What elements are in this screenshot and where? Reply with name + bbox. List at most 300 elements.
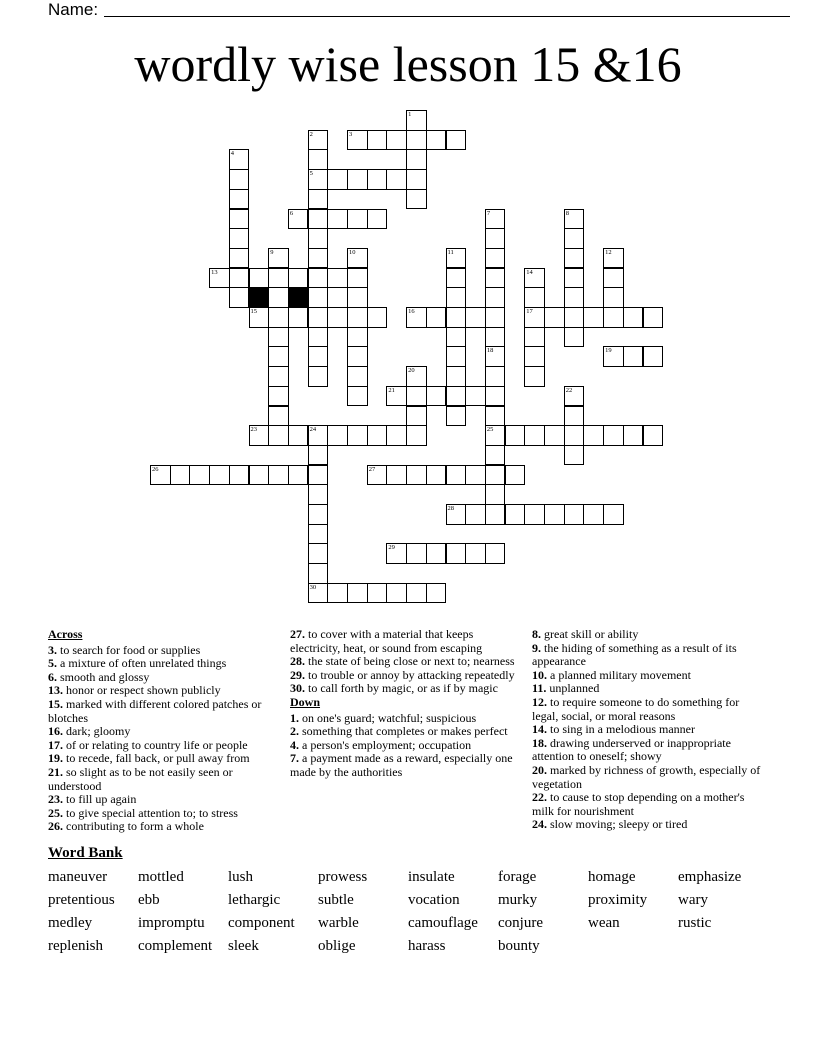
grid-cell[interactable] [603, 346, 624, 367]
clue-number: 16. [48, 724, 63, 739]
clue-item [48, 644, 280, 658]
clue-item [48, 793, 280, 807]
grid-cell[interactable] [406, 110, 427, 131]
grid-cell[interactable] [524, 346, 545, 367]
grid-cell[interactable] [603, 248, 624, 269]
grid-cell[interactable] [327, 583, 348, 604]
clue-text: a planned military movement [547, 667, 691, 682]
word-bank [48, 868, 768, 955]
clue-text: the state of being close or next to; nearness [305, 654, 515, 669]
grid-cell[interactable] [524, 366, 545, 387]
grid-cell[interactable] [308, 149, 329, 170]
grid-cell[interactable] [485, 386, 506, 407]
grid-cell[interactable] [229, 149, 250, 170]
grid-cell[interactable] [623, 425, 644, 446]
grid-cell[interactable] [308, 563, 329, 584]
grid-cell[interactable] [406, 543, 427, 564]
grid-cell[interactable] [367, 583, 388, 604]
grid-cell[interactable] [308, 287, 329, 308]
clue-item [290, 739, 522, 753]
grid-cell[interactable] [268, 366, 289, 387]
grid-cell[interactable] [386, 169, 407, 190]
grid-cell[interactable] [643, 425, 664, 446]
grid-cell[interactable] [446, 268, 467, 289]
grid-cell[interactable] [209, 465, 230, 486]
clue-number: 15. [48, 696, 63, 711]
clue-item [290, 628, 522, 655]
grid-cell[interactable] [249, 307, 270, 328]
grid-cell[interactable] [485, 228, 506, 249]
clue-number: 6. [48, 669, 57, 684]
cell-number: 10 [349, 248, 356, 256]
grid-cell[interactable] [446, 543, 467, 564]
clue-number: 4. [290, 737, 299, 752]
grid-cell[interactable] [406, 189, 427, 210]
clue-text: unplanned [546, 681, 600, 696]
grid-cell[interactable] [465, 465, 486, 486]
grid-cell[interactable] [564, 287, 585, 308]
grid-cell[interactable] [564, 386, 585, 407]
word-bank-item: vocation [408, 892, 460, 908]
grid-cell[interactable] [583, 425, 604, 446]
grid-cell[interactable] [465, 386, 486, 407]
grid-cell[interactable] [505, 465, 526, 486]
clue-text: to cover with a material that keeps electricity, heat, or sound from escaping [290, 627, 483, 655]
word-bank-item: medley [48, 915, 93, 931]
grid-cell[interactable] [347, 583, 368, 604]
grid-cell[interactable] [268, 425, 289, 446]
clue-number: 20. [532, 762, 547, 777]
word-bank-item: sleek [228, 938, 259, 954]
grid-cell[interactable] [347, 287, 368, 308]
grid-cell[interactable] [603, 268, 624, 289]
clue-text: contributing to form a whole [63, 819, 204, 834]
grid-cell[interactable] [308, 248, 329, 269]
clue-item [48, 698, 280, 725]
grid-cell[interactable] [308, 327, 329, 348]
grid-cell[interactable] [446, 465, 467, 486]
clue-item [48, 657, 280, 671]
grid-cell[interactable] [189, 465, 210, 486]
grid-cell[interactable] [249, 268, 270, 289]
grid-cell[interactable] [327, 425, 348, 446]
clue-text: to fill up again [63, 792, 137, 807]
grid-cell[interactable] [406, 406, 427, 427]
cell-number: 29 [388, 544, 395, 552]
grid-cell[interactable] [367, 169, 388, 190]
word-bank-item: harass [408, 938, 446, 954]
clue-item [48, 684, 280, 698]
grid-cell[interactable] [327, 169, 348, 190]
grid-cell[interactable] [150, 465, 171, 486]
grid-cell[interactable] [268, 465, 289, 486]
cell-number: 11 [447, 248, 454, 256]
grid-cell[interactable] [209, 268, 230, 289]
grid-cell[interactable] [327, 209, 348, 230]
grid-cell[interactable] [308, 268, 329, 289]
grid-cell[interactable] [347, 386, 368, 407]
grid-cell[interactable] [288, 425, 309, 446]
clue-item [48, 739, 280, 753]
cell-number: 3 [349, 130, 353, 138]
grid-cell[interactable] [367, 130, 388, 151]
clue-item [290, 712, 522, 726]
clue-item [290, 725, 522, 739]
clue-number: 27. [290, 627, 305, 641]
grid-cell[interactable] [308, 169, 329, 190]
grid-cell[interactable] [524, 327, 545, 348]
grid-cell[interactable] [544, 425, 565, 446]
grid-cell[interactable] [308, 484, 329, 505]
grid-cell[interactable] [308, 346, 329, 367]
across-heading: Across [48, 627, 83, 641]
grid-cell[interactable] [446, 366, 467, 387]
page-title: wordly wise lesson 15 &16 [134, 36, 682, 92]
grid-cell[interactable] [485, 406, 506, 427]
grid-cell[interactable] [308, 445, 329, 466]
grid-cell[interactable] [544, 504, 565, 525]
grid-cell[interactable] [229, 248, 250, 269]
word-bank-item: murky [498, 892, 538, 908]
grid-cell[interactable] [347, 425, 368, 446]
grid-cell[interactable] [446, 307, 467, 328]
grid-cell[interactable] [564, 445, 585, 466]
clue-item [48, 807, 280, 821]
grid-cell[interactable] [308, 228, 329, 249]
clue-number: 11. [532, 681, 547, 696]
grid-cell[interactable] [268, 327, 289, 348]
clue-text: to recede, fall back, or pull away from [63, 751, 250, 766]
clue-number: 26. [48, 819, 63, 834]
clue-text: slow moving; sleepy or tired [547, 817, 688, 832]
clue-item [532, 764, 764, 791]
grid-cell[interactable] [426, 543, 447, 564]
cell-number: 8 [565, 209, 569, 217]
clue-number: 30. [290, 681, 305, 696]
clue-number: 9. [532, 640, 541, 655]
clue-item [290, 669, 522, 683]
clue-number: 12. [532, 694, 547, 709]
clue-item [532, 696, 764, 723]
grid-cell[interactable] [485, 287, 506, 308]
grid-cell[interactable] [308, 307, 329, 328]
grid-cell[interactable] [347, 130, 368, 151]
grid-cell[interactable] [386, 465, 407, 486]
grid-cell[interactable] [623, 346, 644, 367]
grid-cell[interactable] [386, 130, 407, 151]
grid-cell[interactable] [268, 307, 289, 328]
clue-number: 3. [48, 642, 57, 657]
grid-cell[interactable] [347, 248, 368, 269]
cell-number: 21 [388, 386, 395, 394]
clue-item [532, 723, 764, 737]
grid-cell[interactable] [564, 425, 585, 446]
grid-cell[interactable] [623, 307, 644, 328]
grid-cell[interactable] [524, 268, 545, 289]
clue-item [48, 766, 280, 793]
grid-cell[interactable] [347, 307, 368, 328]
grid-cell[interactable] [446, 248, 467, 269]
grid-cell[interactable] [524, 307, 545, 328]
word-bank-item: complement [138, 938, 213, 954]
grid-cell[interactable] [446, 504, 467, 525]
grid-cell[interactable] [505, 504, 526, 525]
clue-number: 19. [48, 751, 63, 766]
grid-cell[interactable] [406, 149, 427, 170]
grid-cell[interactable] [386, 425, 407, 446]
grid-cell[interactable] [229, 189, 250, 210]
grid-cell[interactable] [485, 425, 506, 446]
grid-cell[interactable] [446, 406, 467, 427]
cell-number: 4 [230, 150, 235, 158]
black-square [288, 287, 309, 308]
grid-cell[interactable] [485, 209, 506, 230]
grid-cell[interactable] [367, 307, 388, 328]
word-bank-item: oblige [318, 938, 356, 954]
clue-number: 24. [532, 817, 547, 832]
grid-cell[interactable] [288, 268, 309, 289]
grid-cell[interactable] [249, 425, 270, 446]
grid-cell[interactable] [308, 465, 329, 486]
grid-cell[interactable] [386, 583, 407, 604]
grid-cell[interactable] [229, 268, 250, 289]
grid-cell[interactable] [564, 327, 585, 348]
grid-cell[interactable] [564, 504, 585, 525]
word-bank-item: forage [498, 869, 537, 885]
grid-cell[interactable] [406, 307, 427, 328]
clues-column-1 [48, 628, 280, 834]
clue-text: on one's guard; watchful; suspicious [299, 710, 477, 725]
clue-item [532, 791, 764, 818]
word-bank-item: warble [318, 915, 359, 931]
clue-number: 25. [48, 805, 63, 820]
clue-number: 23. [48, 792, 63, 807]
grid-cell[interactable] [347, 209, 368, 230]
grid-cell[interactable] [268, 406, 289, 427]
grid-cell[interactable] [229, 169, 250, 190]
grid-cell[interactable] [524, 425, 545, 446]
clue-number: 7. [290, 751, 299, 766]
grid-cell[interactable] [288, 307, 309, 328]
grid-cell[interactable] [485, 307, 506, 328]
cell-number: 15 [250, 308, 257, 315]
word-bank-item: wean [588, 915, 620, 931]
grid-cell[interactable] [308, 583, 329, 604]
grid-cell[interactable] [327, 268, 348, 289]
word-bank-item: insulate [408, 869, 455, 885]
grid-cell[interactable] [308, 524, 329, 545]
grid-cell[interactable] [524, 504, 545, 525]
clue-number: 2. [290, 724, 299, 739]
grid-cell[interactable] [465, 307, 486, 328]
grid-cell[interactable] [564, 268, 585, 289]
clue-text: of or relating to country life or people [63, 737, 248, 752]
grid-cell[interactable] [288, 465, 309, 486]
grid-cell[interactable] [446, 130, 467, 151]
word-bank-item: subtle [318, 892, 354, 908]
clue-item [48, 725, 280, 739]
grid-cell[interactable] [406, 465, 427, 486]
grid-cell[interactable] [406, 583, 427, 604]
grid-cell[interactable] [426, 386, 447, 407]
grid-cell[interactable] [465, 504, 486, 525]
grid-cell[interactable] [583, 307, 604, 328]
word-bank-item: wary [678, 892, 708, 908]
word-bank-item: conjure [498, 915, 543, 931]
grid-cell[interactable] [268, 248, 289, 269]
clue-text: marked by richness of growth, especially of vegetation [532, 762, 761, 791]
word-bank-item: maneuver [48, 869, 108, 885]
grid-cell[interactable] [347, 268, 368, 289]
grid-cell[interactable] [446, 287, 467, 308]
grid-cell[interactable] [229, 209, 250, 230]
cell-number: 7 [486, 209, 491, 217]
word-bank-item: bounty [498, 938, 540, 954]
grid-cell[interactable] [347, 327, 368, 348]
grid-cell[interactable] [327, 307, 348, 328]
clue-text: to require someone to do something for legal, social, or moral reasons [532, 694, 740, 723]
grid-cell[interactable] [367, 209, 388, 230]
grid-cell[interactable] [406, 130, 427, 151]
word-bank-item: ebb [138, 892, 160, 908]
grid-cell[interactable] [347, 169, 368, 190]
grid-cell[interactable] [446, 327, 467, 348]
grid-cell[interactable] [406, 425, 427, 446]
grid-cell[interactable] [485, 543, 506, 564]
grid-cell[interactable] [170, 465, 191, 486]
grid-cell[interactable] [268, 346, 289, 367]
clue-text: to give special attention to; to stress [63, 805, 238, 820]
grid-cell[interactable] [583, 504, 604, 525]
grid-cell[interactable] [564, 406, 585, 427]
grid-cell[interactable] [268, 386, 289, 407]
grid-cell[interactable] [426, 130, 447, 151]
grid-cell[interactable] [485, 484, 506, 505]
grid-cell[interactable] [446, 346, 467, 367]
grid-cell[interactable] [426, 465, 447, 486]
grid-cell[interactable] [268, 287, 289, 308]
grid-cell[interactable] [288, 209, 309, 230]
grid-cell[interactable] [643, 346, 664, 367]
grid-cell[interactable] [485, 327, 506, 348]
cell-number: 23 [250, 426, 257, 434]
grid-cell[interactable] [505, 425, 526, 446]
grid-cell[interactable] [308, 189, 329, 210]
clue-number: 1. [290, 710, 299, 725]
clue-item [532, 669, 764, 683]
grid-cell[interactable] [465, 543, 486, 564]
word-bank-item: lush [228, 869, 254, 885]
cell-number: 17 [526, 308, 533, 315]
word-bank-item: pretentious [48, 892, 115, 908]
name-label: Name: [48, 0, 99, 19]
grid-cell[interactable] [367, 425, 388, 446]
clue-text: marked with different colored patches or blotches [48, 696, 262, 725]
grid-cell[interactable] [524, 287, 545, 308]
clues-column-2 [290, 628, 522, 780]
grid-cell[interactable] [229, 465, 250, 486]
grid-cell[interactable] [426, 583, 447, 604]
grid-cell[interactable] [485, 445, 506, 466]
grid-cell[interactable] [485, 366, 506, 387]
grid-cell[interactable] [347, 346, 368, 367]
grid-cell[interactable] [229, 228, 250, 249]
clue-text: honor or respect shown publicly [63, 683, 221, 698]
cell-number: 19 [605, 347, 612, 355]
grid-cell[interactable] [308, 209, 329, 230]
grid-cell[interactable] [643, 307, 664, 328]
clue-text: a mixture of often unrelated things [57, 656, 227, 671]
clue-text: to search for food or supplies [57, 642, 201, 657]
grid-cell[interactable] [485, 504, 506, 525]
black-square [249, 287, 270, 308]
word-bank-item: homage [588, 869, 636, 885]
grid-cell[interactable] [386, 386, 407, 407]
grid-cell[interactable] [485, 268, 506, 289]
grid-cell[interactable] [485, 465, 506, 486]
grid-cell[interactable] [485, 248, 506, 269]
cell-number: 12 [605, 248, 612, 256]
clue-item [290, 682, 522, 696]
clue-number: 10. [532, 667, 547, 682]
grid-cell[interactable] [308, 130, 329, 151]
grid-cell[interactable] [367, 465, 388, 486]
clue-item [532, 628, 764, 642]
grid-cell[interactable] [249, 465, 270, 486]
grid-cell[interactable] [229, 287, 250, 308]
cell-number: 25 [486, 426, 494, 434]
clue-item [48, 752, 280, 766]
grid-cell[interactable] [485, 346, 506, 367]
cell-number: 28 [447, 505, 454, 512]
grid-cell[interactable] [603, 425, 624, 446]
grid-cell[interactable] [603, 307, 624, 328]
clue-text: to call forth by magic, or as if by magic [305, 681, 498, 696]
clue-number: 14. [532, 722, 547, 737]
cell-number: 5 [309, 170, 313, 178]
grid-cell[interactable] [268, 268, 289, 289]
cell-number: 22 [565, 386, 573, 394]
grid-cell[interactable] [406, 169, 427, 190]
clue-item [48, 820, 280, 834]
down-heading: Down [290, 694, 321, 709]
grid-cell[interactable] [308, 504, 329, 525]
clue-number: 18. [532, 735, 547, 750]
grid-cell[interactable] [603, 287, 624, 308]
grid-cell[interactable] [308, 425, 329, 446]
clue-item [48, 671, 280, 685]
cell-number: 18 [486, 347, 494, 355]
clue-item [532, 818, 764, 832]
grid-cell[interactable] [308, 366, 329, 387]
grid-cell[interactable] [564, 248, 585, 269]
clue-text: to cause to stop depending on a mother's milk for nourishment [532, 790, 745, 818]
grid-cell[interactable] [564, 209, 585, 230]
grid-cell[interactable] [544, 307, 565, 328]
grid-cell[interactable] [564, 307, 585, 328]
grid-cell[interactable] [347, 366, 368, 387]
grid-cell[interactable] [564, 228, 585, 249]
grid-cell[interactable] [308, 543, 329, 564]
grid-cell[interactable] [406, 366, 427, 387]
grid-cell[interactable] [386, 543, 407, 564]
grid-cell[interactable] [603, 504, 624, 525]
grid-cell[interactable] [406, 386, 427, 407]
grid-cell[interactable] [426, 307, 447, 328]
grid-cell[interactable] [446, 386, 467, 407]
clue-text: to trouble or annoy by attacking repeatedly [305, 667, 515, 682]
clue-text: a person's employment; occupation [299, 737, 472, 752]
